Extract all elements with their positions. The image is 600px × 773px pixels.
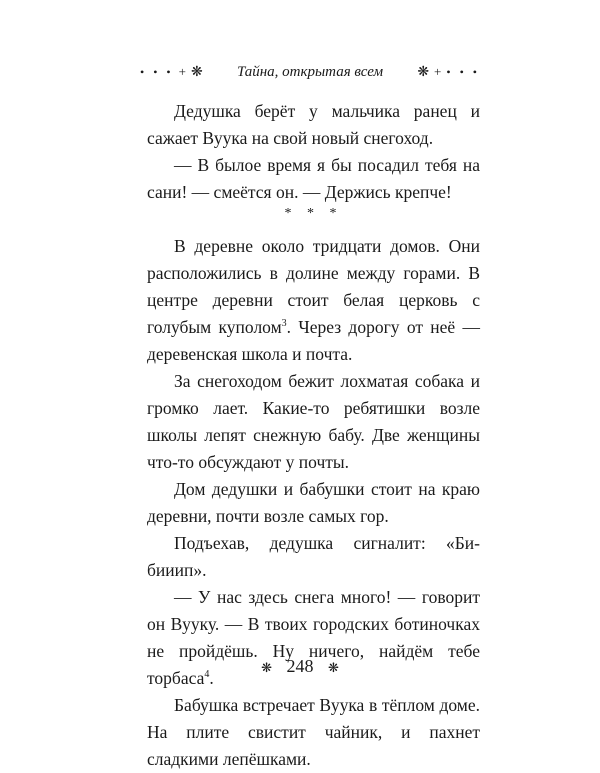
running-header-title: Тайна, открытая всем [236,63,384,80]
page-number: 248 [286,656,314,676]
paragraph [147,233,480,368]
snowflake-icon: ❋ [417,64,430,80]
paragraph: Дедушка берёт у мальчика ранец и сажает Вуука на свой новый снегоход. [147,101,480,148]
paragraph-text: — У нас здесь снега много! — говорит он Вууку. — В твоих городских ботиночках не пройдёшь. Ну ничего, найдём тебе торбаса [147,587,480,688]
plus-ornament-icon: + [178,64,186,79]
paragraph: Подъехав, дедушка сигналит: «Би-бииип». [147,533,480,580]
header-left-ornament [140,64,203,81]
paragraph-text: . Через дорогу от неё — деревенская школа и почта. [147,317,480,364]
paragraph: Бабушка встречает Вуука в тёплом доме. На плите свистит чайник, и пахнет сладкими лепёшками. [147,695,480,769]
running-header [140,60,480,84]
paragraph-text: В деревне около тридцати домов. Они расположились в долине между горами. В центре деревни стоит белая церковь с голубым куполом [147,236,480,337]
paragraph: За снегоходом бежит лохматая собака и громко лает. Какие-то ребятишки возле школы лепят снежную бабу. Две женщины что-то обсуждают у почты. [147,371,480,472]
section-break-asterisks: * * * [284,206,343,221]
plus-ornament-icon: + [434,64,442,79]
footnote-marker[interactable]: 4 [204,669,210,681]
page-number-footer [0,656,600,677]
paragraph-text: . [209,668,214,688]
text-block-top [147,98,480,206]
dots-ornament-icon: • • • [446,64,480,79]
snowflake-icon: ❋ [190,64,203,80]
paragraph: — В былое время я бы посадил тебя на сани! — смеётся он. — Держись крепче! [147,155,480,202]
snowflake-icon: ❋ [328,659,339,675]
paragraph: Дом дедушки и бабушки стоит на краю деревни, почти возле самых гор. [147,479,480,526]
snowflake-icon: ❋ [261,659,272,675]
text-block-bottom [147,233,480,773]
dots-ornament-icon: • • • [140,64,174,79]
header-right-ornament [417,64,480,81]
footnote-marker[interactable]: 3 [281,318,287,330]
